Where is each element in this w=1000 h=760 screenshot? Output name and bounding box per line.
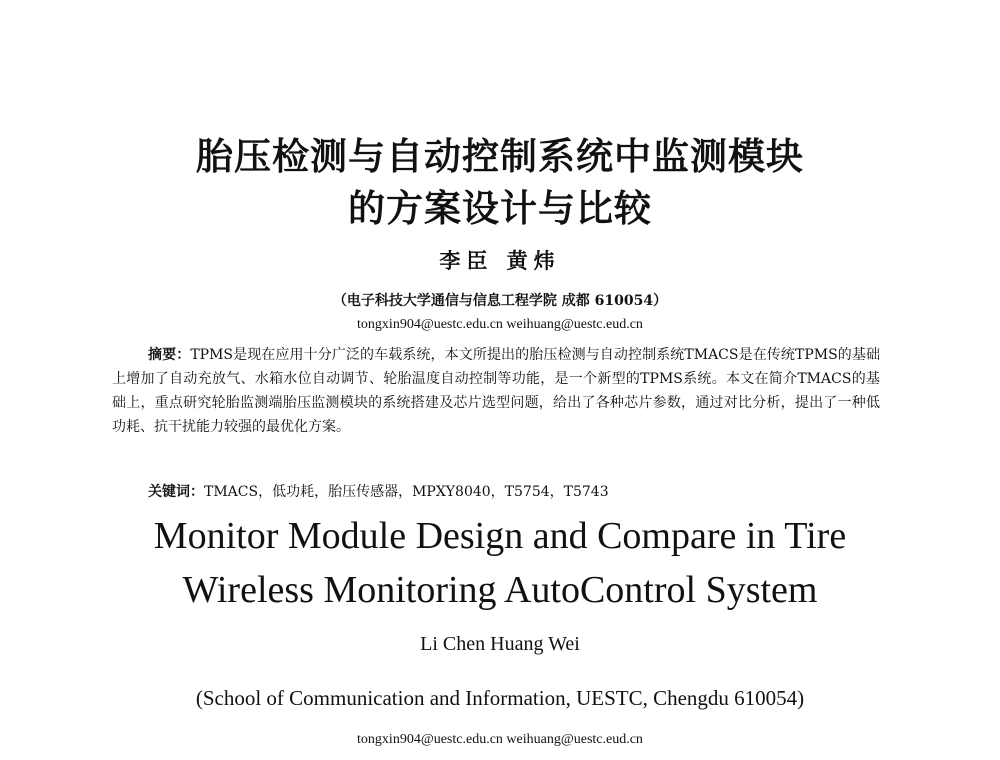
chinese-title-line1: 胎压检测与自动控制系统中监测模块 [196, 135, 804, 178]
english-affiliation: (School of Communication and Information, UESTC, Chengdu 610054) [195, 686, 805, 710]
english-title-line2: Wireless Monitoring AutoControl System [182, 569, 818, 611]
keywords-label: 关键词： [148, 484, 204, 500]
chinese-keywords [148, 481, 609, 501]
abstract-text: TPMS是现在应用十分广泛的车载系统，本文所提出的胎压检测与自动控制系统TMACS是在传统TPMS的基础上增加了自动充放气、水箱水位自动调节、轮胎温度自动控制等功能，是一个新型的TPMS系统。本文在简介TMACS的基础上，重点研究轮胎监测端胎压监测模块的系统搭建及芯片选型问题，给出了各种芯片参数，通过对比分析，提出了一种低功耗、抗干扰能力较强的最优化方案。 [112, 347, 881, 435]
english-emails: tongxin904@uestc.edu.cn weihuang@uestc.eud.cn [357, 732, 643, 747]
chinese-abstract [112, 343, 880, 439]
abstract-label: 摘要： [148, 347, 191, 363]
chinese-affiliation: （电子科技大学通信与信息工程学院 成都 610054） [332, 293, 668, 309]
english-title-line1: Monitor Module Design and Compare in Tire [153, 515, 847, 557]
keywords-text: TMACS，低功耗，胎压传感器，MPXY8040，T5754，T5743 [204, 484, 609, 500]
chinese-title-line2: 的方案设计与比较 [348, 187, 652, 230]
english-authors: Li Chen Huang Wei [420, 633, 580, 655]
abstract-paragraph [112, 343, 880, 439]
chinese-authors: 李臣 黄炜 [439, 248, 561, 273]
chinese-emails: tongxin904@uestc.edu.cn weihuang@uestc.eud.cn [357, 317, 643, 332]
